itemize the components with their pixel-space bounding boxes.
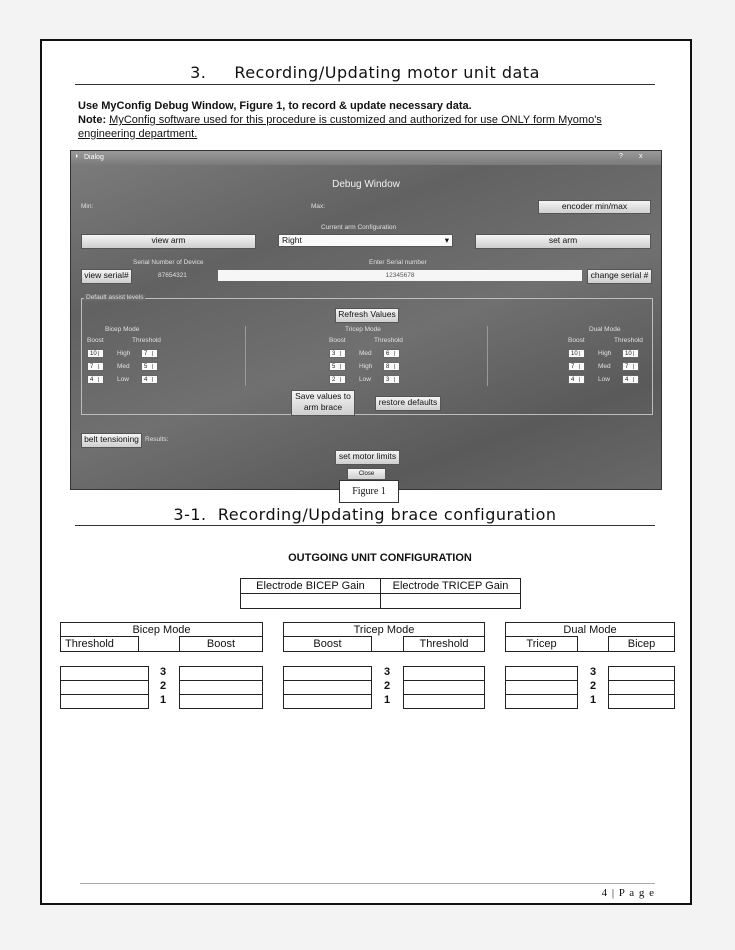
arm-config-label: Current arm Configuration	[321, 224, 397, 231]
col-label: Tricep	[526, 638, 557, 650]
dual-boost-label: Boost	[568, 337, 585, 344]
bicep-threshold-high[interactable]: 7	[141, 349, 158, 358]
help-button[interactable]: ?	[619, 153, 623, 160]
bicep-threshold-label: Threshold	[132, 337, 161, 344]
intro-line: Use MyConfig Debug Window, Figure 1, to record & update necessary data.	[78, 100, 472, 112]
bicep-threshold-3[interactable]	[60, 666, 149, 681]
section-rule	[75, 84, 655, 85]
arm-select-value: Right	[282, 235, 302, 245]
tricep-threshold-2[interactable]	[403, 680, 485, 695]
level-label: Low	[359, 376, 371, 383]
bicep-boost-2[interactable]	[179, 680, 263, 695]
dual-col-bicep	[608, 636, 675, 652]
electrode-bicep-field[interactable]	[240, 593, 381, 609]
level-number: 1	[383, 694, 391, 706]
divider	[487, 326, 488, 386]
view-arm-button[interactable]: view arm	[81, 234, 256, 249]
dual-threshold-label: Threshold	[614, 337, 643, 344]
dual-boost-low[interactable]: 4	[568, 375, 585, 384]
close-button[interactable]: Close	[347, 468, 386, 480]
page-number: 4 | P a g e	[601, 887, 655, 899]
level-label: High	[598, 350, 612, 357]
config-heading: OUTGOING UNIT CONFIGURATION	[288, 552, 472, 564]
debug-dialog	[70, 150, 662, 490]
subsection-rule	[75, 525, 655, 526]
tricep-boost-3[interactable]	[283, 666, 372, 681]
electrode-tricep-field[interactable]	[380, 593, 521, 609]
results-label: Results:	[145, 436, 169, 443]
bicep-col-boost	[179, 636, 263, 652]
tricep-threshold-low[interactable]: 3	[383, 375, 400, 384]
tricep-boost-1[interactable]	[283, 694, 372, 709]
tricep-threshold-3[interactable]	[403, 666, 485, 681]
bicep-boost-label: Boost	[87, 337, 104, 344]
dual-tricep-3[interactable]	[505, 666, 578, 681]
electrode-bicep-header	[240, 578, 381, 594]
dual-threshold-low[interactable]: 4	[622, 375, 639, 384]
subsection-title-text: Recording/Updating brace configuration	[217, 505, 557, 524]
dual-threshold-high[interactable]: 10	[622, 349, 639, 358]
tricep-boost-low[interactable]: 2	[329, 375, 346, 384]
electrode-bicep-label: Electrode BICEP Gain	[256, 580, 365, 592]
dual-bicep-2[interactable]	[608, 680, 675, 695]
note-text: MyConfig software used for this procedure is customized and authorized for use ONLY form Myomo's engineering department.	[78, 114, 602, 140]
set-motor-limits-button[interactable]: set motor limits	[335, 450, 400, 465]
subsection-title	[75, 505, 655, 524]
dual-boost-high[interactable]: 10	[568, 349, 585, 358]
dual-bicep-3[interactable]	[608, 666, 675, 681]
level-number: 2	[589, 680, 597, 692]
bicep-threshold-1[interactable]	[60, 694, 149, 709]
col-label: Threshold	[65, 638, 114, 650]
dual-tricep-1[interactable]	[505, 694, 578, 709]
col-label: Bicep	[627, 638, 656, 650]
tricep-mode-title: Tricep Mode	[353, 624, 415, 636]
dual-threshold-med[interactable]: 7	[622, 362, 639, 371]
divider	[245, 326, 246, 386]
close-icon[interactable]: x	[639, 153, 643, 160]
level-label: Low	[117, 376, 129, 383]
note-label: Note:	[78, 114, 107, 126]
col-label: Boost	[206, 638, 236, 650]
tricep-boost-med[interactable]: 3	[329, 349, 346, 358]
dual-tricep-2[interactable]	[505, 680, 578, 695]
tricep-threshold-label: Threshold	[374, 337, 403, 344]
dual-mode-title: Dual Mode	[563, 624, 617, 636]
save-values-button[interactable]	[291, 390, 355, 416]
level-number: 3	[159, 666, 167, 678]
tricep-col-threshold	[403, 636, 485, 652]
save-button-line: arm brace	[303, 402, 343, 412]
bicep-boost-3[interactable]	[179, 666, 263, 681]
bicep-boost-low[interactable]: 4	[87, 375, 104, 384]
level-number: 1	[159, 694, 167, 706]
section-title	[75, 63, 655, 82]
tricep-col-boost	[283, 636, 372, 652]
electrode-tricep-label: Electrode TRICEP Gain	[392, 580, 509, 592]
bicep-threshold-2[interactable]	[60, 680, 149, 695]
refresh-values-button[interactable]: Refresh Values	[335, 308, 399, 323]
tricep-boost-label: Boost	[329, 337, 346, 344]
bicep-col-threshold	[60, 636, 139, 652]
electrode-tricep-header	[380, 578, 521, 594]
level-number: 1	[589, 694, 597, 706]
level-label: Med	[359, 350, 372, 357]
bicep-boost-med[interactable]: 7	[87, 362, 104, 371]
tricep-threshold-1[interactable]	[403, 694, 485, 709]
serial-input[interactable]: 12345678	[218, 270, 582, 281]
dialog-title: Dialog	[84, 154, 104, 161]
footer-rule	[80, 883, 655, 884]
bicep-threshold-low[interactable]: 4	[141, 375, 158, 384]
encoder-minmax-button[interactable]: encoder min/max	[538, 200, 651, 214]
tricep-threshold-med[interactable]: 6	[383, 349, 400, 358]
arm-select[interactable]	[278, 234, 453, 247]
figure-caption: Figure 1	[339, 480, 399, 503]
tricep-boost-high[interactable]: 5	[329, 362, 346, 371]
dialog-icon: ◑	[74, 153, 79, 160]
bicep-boost-1[interactable]	[179, 694, 263, 709]
serial-value: 87654321	[158, 272, 187, 279]
level-label: Med	[598, 363, 611, 370]
level-label: Low	[598, 376, 610, 383]
level-label: High	[117, 350, 131, 357]
enter-serial-label: Enter Serial number	[369, 259, 427, 266]
min-label: Min:	[81, 203, 94, 210]
section-number: 3.	[190, 63, 207, 82]
tricep-threshold-high[interactable]: 8	[383, 362, 400, 371]
col-label: Boost	[313, 638, 342, 650]
dual-col-tricep	[505, 636, 578, 652]
level-label: Med	[117, 363, 130, 370]
group-label: Default assist levels	[86, 294, 144, 301]
level-number: 2	[159, 680, 167, 692]
level-number: 3	[383, 666, 391, 678]
tricep-boost-2[interactable]	[283, 680, 372, 695]
level-number: 2	[383, 680, 391, 692]
change-serial-button[interactable]: change serial #	[587, 269, 652, 284]
dual-boost-med[interactable]: 7	[568, 362, 585, 371]
bicep-mode-label: Bicep Mode	[105, 326, 140, 333]
bicep-boost-high[interactable]: 10	[87, 349, 104, 358]
col-label: Threshold	[419, 638, 469, 650]
restore-defaults-button[interactable]: restore defaults	[375, 396, 441, 411]
bicep-mode-title: Bicep Mode	[132, 624, 191, 636]
belt-tensioning-button[interactable]: belt tensioning	[81, 433, 142, 448]
save-button-line: Save values to	[295, 391, 351, 401]
section-title-text: Recording/Updating motor unit data	[234, 63, 540, 82]
level-label: High	[359, 363, 373, 370]
view-serial-button[interactable]: view serial#	[81, 269, 132, 284]
tricep-mode-label: Tricep Mode	[345, 326, 381, 333]
dual-mode-label: Dual Mode	[589, 326, 621, 333]
set-arm-button[interactable]: set arm	[475, 234, 651, 249]
dropdown-arrow-icon: ▾	[444, 235, 449, 245]
serial-label: Serial Number of Device	[133, 259, 204, 266]
max-label: Max:	[311, 203, 326, 210]
bicep-threshold-med[interactable]: 5	[141, 362, 158, 371]
subsection-number: 3-1.	[173, 505, 207, 524]
level-number: 3	[589, 666, 597, 678]
dialog-heading: Debug Window	[332, 179, 400, 190]
intro	[78, 99, 648, 141]
dual-bicep-1[interactable]	[608, 694, 675, 709]
dialog-titlebar	[71, 151, 661, 165]
